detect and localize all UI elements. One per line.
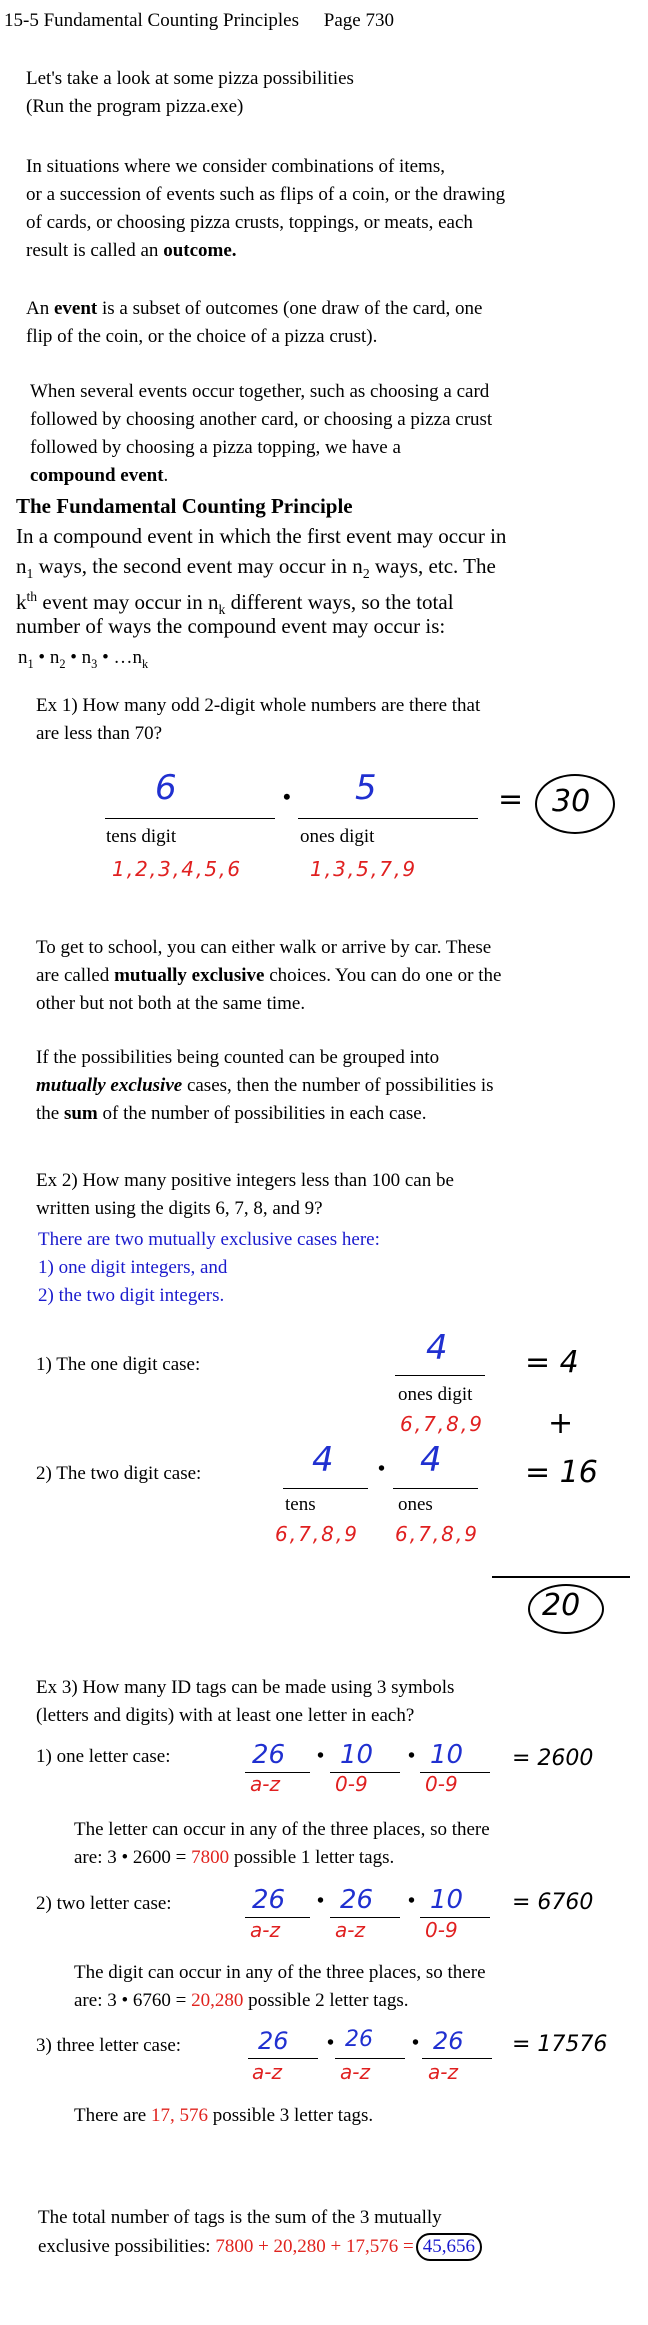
ex1-tens-value: 6 [155,768,177,808]
ex2-case1-choices: 6,7,8,9 [400,1412,484,1436]
formula-n: n [81,647,92,668]
ex3-case3-blank [248,2058,318,2059]
compound-line-3: followed by choosing a pizza topping, we have a [30,437,401,458]
ex2-case1-blank [395,1375,485,1376]
ex3-case3-u2: a-z [340,2060,370,2084]
ex3-case2-dot: • [408,1890,416,1912]
ex3-case3-result: = 17576 [512,2032,608,2057]
ex1-ones-value: 5 [355,768,377,808]
note-text: possible 1 letter tags. [229,1847,395,1868]
formula-sub: 1 [27,656,34,671]
intro-line-1: Let's take a look at some pizza possibilities [26,68,354,89]
ex3-case3-u3: a-z [428,2060,458,2084]
ex2-case2-blank-ones [393,1488,478,1489]
ex1-tens-blank [105,818,275,819]
ex2-case2-under-ones: ones [398,1494,433,1515]
ex1-tens-choices: 1,2,3,4,5,6 [112,857,243,881]
ex2-case2-result: = 16 [525,1455,598,1490]
ex3-case3-v1: 26 [258,2027,289,2055]
ex3-case3-dot: • [412,2032,420,2054]
event-line-2: flip of the coin, or the choice of a pizza crust). [26,326,378,347]
principle-k: k [16,590,27,614]
exclusive-term: mutually exclusive [114,965,265,986]
exclusive-text: are called [36,965,115,986]
sum-rule-line-3 [36,1099,426,1128]
exclusive-text: choices. You can do one or the [264,965,502,986]
compound-end: . [163,465,169,486]
ex2-case2-under-tens: tens [285,1494,316,1515]
ex3-case2-label: 2) two letter case: [36,1893,172,1914]
ex2-case2-value-tens: 4 [312,1440,334,1480]
ex3-case3-label: 3) three letter case: [36,2035,182,2056]
ex2-question-2: written using the digits 6, 7, 8, and 9? [36,1198,323,1219]
ex3-case3-u1: a-z [252,2060,282,2084]
ex1-tens-label: tens digit [106,826,177,847]
ex3-case3-blank [335,2058,405,2059]
ex2-case1-value: 4 [426,1328,448,1368]
event-pre: An [26,298,54,319]
note-text: are: 3 • 2600 = [74,1847,192,1868]
sum-rule-line-2 [36,1071,494,1100]
ex3-case2-v2: 26 [340,1885,374,1915]
ex2-cases-1: There are two mutually exclusive cases here: [38,1229,380,1250]
formula-n: n [18,647,28,668]
page-number: Page 730 [323,10,394,31]
principle-text: ways, etc. The [369,554,496,578]
ex2-case2-label: 2) The two digit case: [36,1463,202,1484]
principle-text: event may occur in n [37,590,219,614]
ex3-case1-u1: a-z [250,1772,280,1796]
principle-line-1: In a compound event in which the first event may occur in [16,524,507,548]
ex2-total: 20 [542,1588,581,1623]
ex3-case2-u2: a-z [335,1918,365,1942]
formula-n: n [49,647,60,668]
ex3-case1-v2: 10 [340,1740,374,1770]
total-answer: 45,656 [416,2233,482,2261]
ex2-cases-2: 1) one digit integers, and [38,1257,228,1278]
ex2-case1-result: = 4 [525,1345,579,1380]
ex1-equals: = [498,782,524,817]
sum-rule-line-1: If the possibilities being counted can be grouped into [36,1047,440,1068]
principle-sup: th [26,589,38,604]
sum-rule-sum: sum [63,1103,98,1124]
ex3-case1-dot: • [317,1745,325,1767]
formula-dot: • [65,647,82,668]
ex3-case1-u3: 0-9 [425,1772,458,1796]
principle-text: ways, the second event may occur in n [33,554,363,578]
sum-rule-text: cases, then the number of possibilities is [182,1075,494,1096]
ex1-question-1: Ex 1) How many odd 2-digit whole numbers are there that [36,695,481,716]
outcome-text: result is called an [26,240,164,261]
ex2-case2-choices-tens: 6,7,8,9 [275,1522,359,1546]
note-text: possible 3 letter tags. [208,2105,374,2126]
ex3-case2-v3: 10 [430,1885,464,1915]
ex3-case1-note-2 [74,1843,394,1872]
total-sum-expression: 7800 + 20,280 + 17,576 = [215,2236,414,2257]
ex1-dot: • [283,784,291,809]
outcome-line-3: of cards, or choosing pizza crusts, toppings, or meats, each [26,212,473,233]
ex3-case3-note [74,2101,373,2130]
principle-sub: 1 [26,566,34,582]
outcome-line-2: or a succession of events such as flips of a coin, or the drawing [26,184,506,205]
sum-rule-text: of the number of possibilities in each case. [97,1103,427,1124]
note-text: possible 2 letter tags. [243,1990,409,2011]
formula-ellipsis: … [113,647,133,668]
formula-dot: • [33,647,50,668]
event-post: is a subset of outcomes (one draw of the card, one [97,298,483,319]
event-term: event [53,298,98,319]
ex3-case3-v2: 26 [345,2027,373,2052]
ex2-case2-choices-ones: 6,7,8,9 [395,1522,479,1546]
formula-sub: 2 [59,656,66,671]
outcome-line-4 [26,236,237,265]
ex3-case2-note-1: The digit can occur in any of the three places, so there [74,1962,486,1983]
ex1-ones-label: ones digit [300,826,375,847]
outcome-term: outcome. [163,240,237,261]
ex1-answer: 30 [552,784,591,819]
section-name: 15-5 Fundamental Counting Principles [4,10,300,31]
ex3-case1-u2: 0-9 [335,1772,368,1796]
formula-sub: k [141,656,149,671]
ex3-case1-note-1: The letter can occur in any of the three places, so there [74,1819,490,1840]
exclusive-line-1: To get to school, you can either walk or arrive by car. These [36,937,492,958]
ex3-question-2: (letters and digits) with at least one letter in each? [36,1705,415,1726]
compound-line-2: followed by choosing another card, or choosing a pizza crust [30,409,493,430]
ex2-question-1: Ex 2) How many positive integers less than 100 can be [36,1170,454,1191]
compound-line-1: When several events occur together, such as choosing a card [30,381,490,402]
ex3-case1-label: 1) one letter case: [36,1746,171,1767]
ex3-case2-u3: 0-9 [425,1918,458,1942]
principle-line-4: number of ways the compound event may occur is: [16,614,446,638]
ex2-cases-3: 2) the two digit integers. [38,1285,225,1306]
ex3-case2-dot: • [317,1890,325,1912]
sum-rule-term: mutually exclusive [36,1075,183,1096]
principle-text: different ways, so the total [225,590,454,614]
note-text: There are [74,2105,151,2126]
principle-n: n [16,554,27,578]
compound-term: compound event [30,465,164,486]
ex3-case1-result: = 2600 [512,1746,594,1771]
principle-formula [18,643,148,679]
formula-dot: • [97,647,114,668]
sum-rule-text: the [36,1103,64,1124]
ex2-case2-blank-tens [283,1488,368,1489]
ex3-question-1: Ex 3) How many ID tags can be made using 3 symbols [36,1677,455,1698]
principle-title: The Fundamental Counting Principle [16,494,353,518]
exclusive-line-2 [36,961,501,990]
ex1-question-2: are less than 70? [36,723,163,744]
principle-sub: k [218,602,226,618]
note-red-value: 20,280 [191,1990,244,2011]
ex2-case2-dot: • [378,1458,386,1480]
total-line-1: The total number of tags is the sum of the 3 mutually [38,2207,442,2228]
ex1-ones-blank [298,818,478,819]
ex2-case2-value-ones: 4 [420,1440,442,1480]
outcome-line-1: In situations where we consider combinations of items, [26,156,445,177]
ex3-case1-dot: • [408,1745,416,1767]
exclusive-line-3: other but not both at the same time. [36,993,306,1014]
ex3-case2-result: = 6760 [512,1890,594,1915]
ex3-case1-v1: 26 [252,1740,286,1770]
ex3-case2-u1: a-z [250,1918,280,1942]
compound-line-4 [30,461,168,490]
ex3-case1-v3: 10 [430,1740,464,1770]
intro-line-2: (Run the program pizza.exe) [26,96,244,117]
ex3-case3-blank [422,2058,492,2059]
total-text: exclusive possibilities: [38,2236,216,2257]
principle-sub: 2 [362,566,370,582]
ex2-plus: + [548,1406,574,1441]
ex3-case3-v3: 26 [433,2027,464,2055]
ex3-case2-note-2 [74,1986,409,2015]
total-line-2 [38,2232,482,2261]
ex3-case3-dot: • [327,2032,335,2054]
formula-n: n [132,647,142,668]
note-red-value: 7800 [191,1847,230,1868]
ex1-ones-choices: 1,3,5,7,9 [310,857,418,881]
note-red-value: 17, 576 [151,2105,208,2126]
formula-sub: 3 [91,656,98,671]
ex3-case2-v1: 26 [252,1885,286,1915]
event-line-1 [26,294,482,323]
note-text: are: 3 • 6760 = [74,1990,192,2011]
section-title [4,6,394,35]
ex2-sum-line [492,1576,630,1578]
ex2-case1-under: ones digit [398,1384,473,1405]
ex2-case1-label: 1) The one digit case: [36,1354,201,1375]
